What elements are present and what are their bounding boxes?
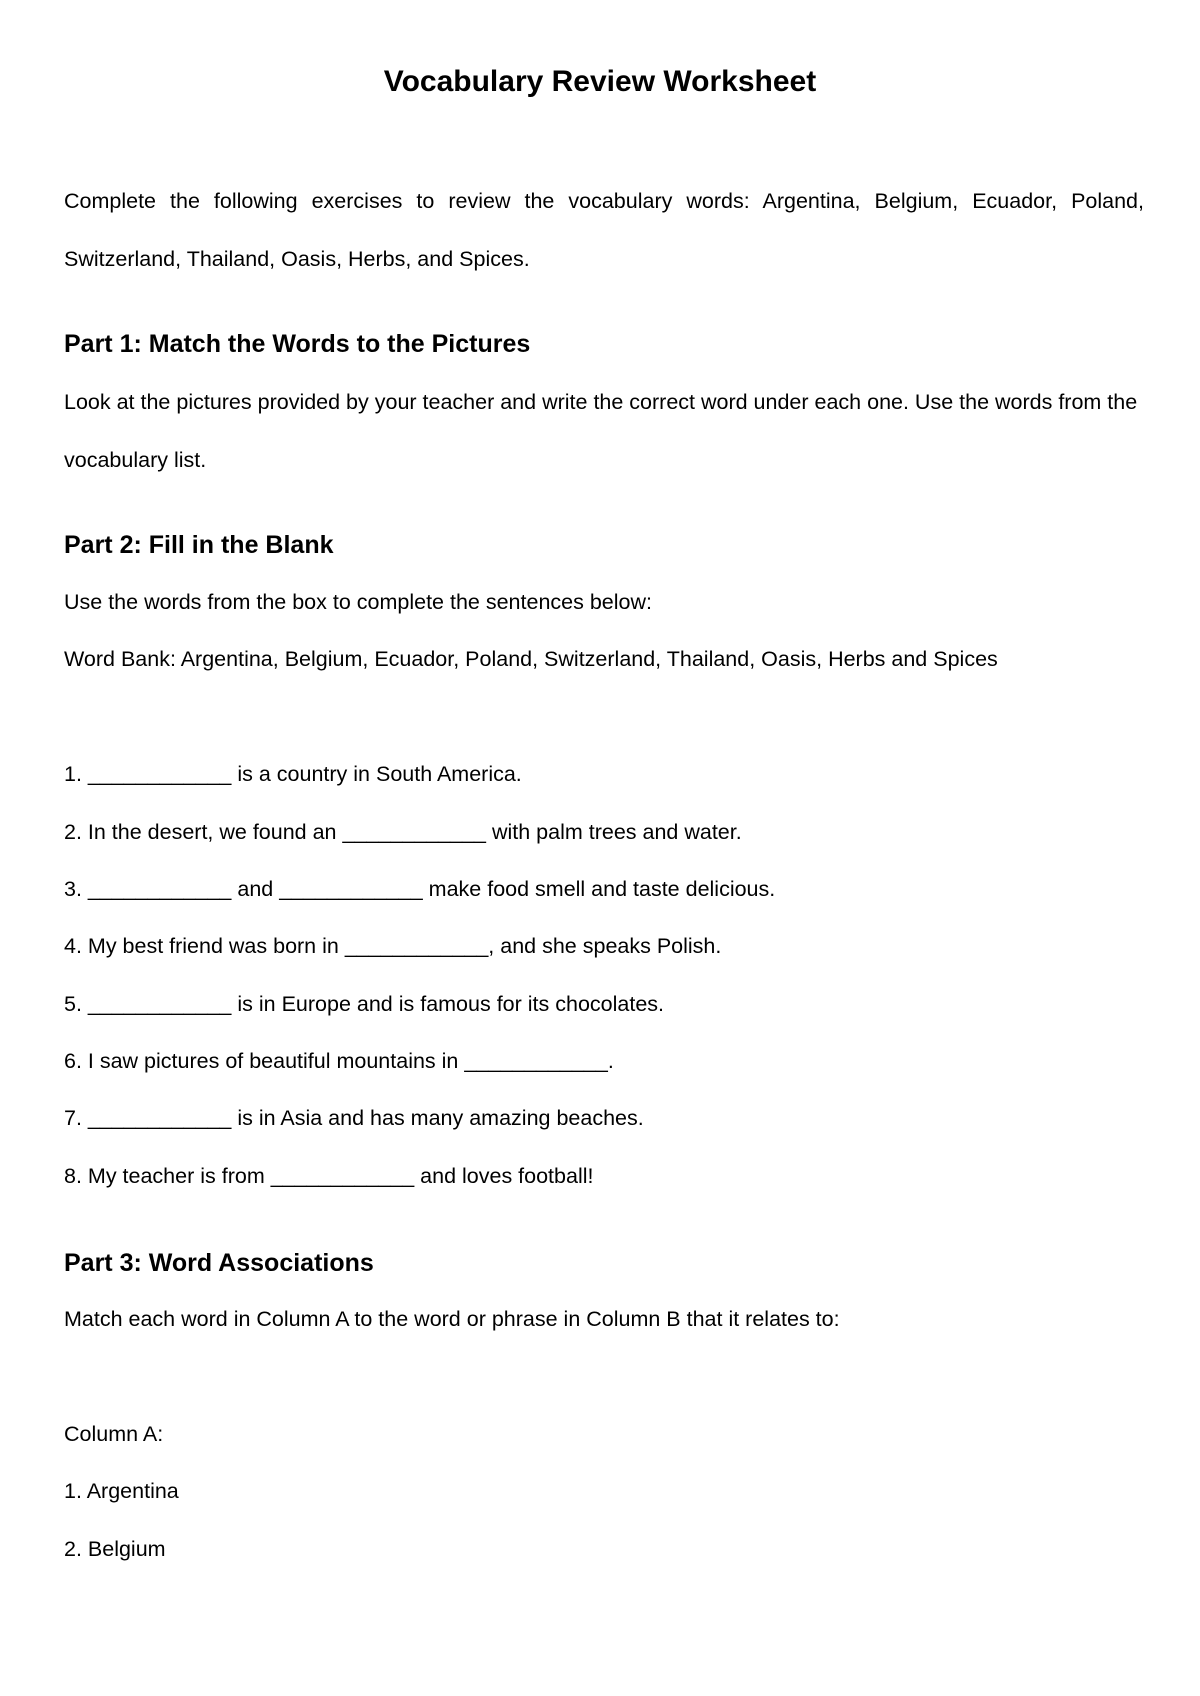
sentence-3: 3. ____________ and ____________ make food smell and taste delicious. [64, 877, 776, 901]
sentence-1: 1. ____________ is a country in South America. [64, 762, 522, 786]
sentence-8: 8. My teacher is from ____________ and loves football! [64, 1164, 594, 1188]
column-a-label: Column A: [64, 1422, 164, 1446]
sentence-6: 6. I saw pictures of beautiful mountains in ____________. [64, 1049, 614, 1073]
sentence-5: 5. ____________ is in Europe and is famous for its chocolates. [64, 992, 664, 1016]
sentence-7: 7. ____________ is in Asia and has many amazing beaches. [64, 1106, 644, 1130]
part1-instructions: Look at the pictures provided by your teacher and write the correct word under each one. Use the words from the vocabulary list. [64, 390, 1138, 472]
page-title: Vocabulary Review Worksheet [383, 65, 817, 98]
column-a-item: 1. Argentina [64, 1479, 179, 1503]
sentence-2: 2. In the desert, we found an ____________ with palm trees and water. [64, 820, 742, 844]
part2-instructions: Use the words from the box to complete the sentences below: [64, 590, 652, 614]
part2-heading: Part 2: Fill in the Blank [64, 531, 334, 559]
column-a-item: 2. Belgium [64, 1537, 166, 1561]
part1-heading: Part 1: Match the Words to the Pictures [64, 330, 531, 358]
part3-instructions: Match each word in Column A to the word or phrase in Column B that it relates to: [64, 1307, 840, 1331]
intro-paragraph: Complete the following exercises to review the vocabulary words: Argentina, Belgium, Ecuador, Poland, Switzerland, Thailand, Oasis, Herbs, and Spices. [64, 189, 1144, 271]
sentence-4: 4. My best friend was born in ____________, and she speaks Polish. [64, 934, 722, 958]
part3-heading: Part 3: Word Associations [64, 1249, 374, 1277]
word-bank: Word Bank: Argentina, Belgium, Ecuador, Poland, Switzerland, Thailand, Oasis, Herbs and Spices [64, 647, 998, 671]
